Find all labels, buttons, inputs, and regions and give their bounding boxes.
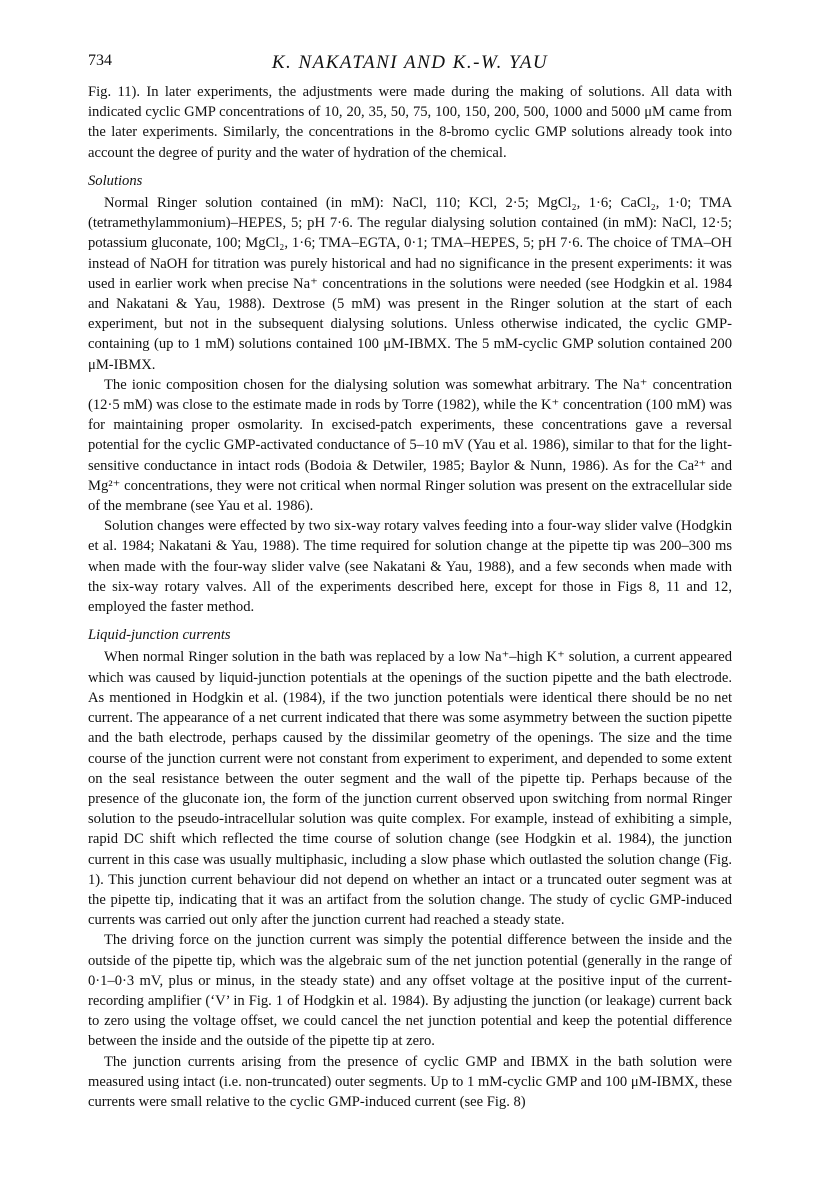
section-heading-solutions: Solutions	[88, 172, 143, 189]
paragraph-junction-1: When normal Ringer solution in the bath was replaced by a low Na⁺–high K⁺ solution, a current appeared which was caused by liquid-junction potentials at the openings of the suction pipette and the bath electrode. As mentioned in Hodgkin et al. (1984), if the two junction potentials were identical there should be no net current. The appearance of a net current indicated that there was some asymmetry between the suction pipette and the bath electrode, perhaps caused by the dissimilar geometry of the openings. The size and the time course of the junction current were not constant from experiment to experiment, and depended to some extent on the seal resistance between the outer segment and the wall of the pipette tip. Perhaps because of the presence of the gluconate ion, the form of the junction current observed upon switching from normal Ringer solution to the pseudo-intracellular solution was quite complex. For example, instead of exhibiting a simple, rapid DC shift which reflected the time course of solution change (see Hodgkin et al. 1984), the junction current in this case was usually multiphasic, including a slow phase which outlasted the solution change (Fig. 1). This junction current behaviour did not depend on whether an intact or a truncated outer segment was at the pipette tip, indicating that it was an artifact from the solution change. The study of cyclic GMP-induced currents was carried out only after the junction current had reached a steady state.	[88, 649, 732, 929]
journal-page	[88, 52, 732, 1112]
paragraph-solutions-1: Normal Ringer solution contained (in mM): NaCl, 110; KCl, 2·5; MgCl₂, 1·6; CaCl₂, 1·0; TMA (tetramethylammonium)–HEPES, 5; pH 7·6. The regular dialysing solution contained (in mM): NaCl, 12·5; potassium gluconate, 100; MgCl₂, 1·6; TMA–EGTA, 0·1; TMA–HEPES, 5; pH 7·6. The choice of TMA–OH instead of NaOH for titration was purely historical and had no significance in the present experiments: it was used in earlier work when precise Na⁺ concentrations in the solutions were needed (see Hodgkin et al. 1984 and Nakatani & Yau, 1988). Dextrose (5 mM) was present in the Ringer solution at the start of each experiment, but not in the subsequent dialysing solutions. Unless otherwise indicated, the cyclic GMP-containing (up to 1 mM) solutions contained 100 μM-IBMX. The 5 mM-cyclic GMP solution contained 200 μM-IBMX.	[88, 195, 732, 373]
paragraph-solutions-3: Solution changes were effected by two six-way rotary valves feeding into a four-way slider valve (Hodgkin et al. 1984; Nakatani & Yau, 1988). The time required for solution change at the pipette tip was 200–300 ms when made with the four-way slider valve (see Nakatani & Yau, 1988), and a few seconds when made with the six-way rotary valves. All of the experiments described here, except for those in Figs 8, 11 and 12, employed the faster method.	[88, 518, 732, 616]
paragraph-junction-3: The junction currents arising from the presence of cyclic GMP and IBMX in the bath solution were measured using intact (i.e. non-truncated) outer segments. Up to 1 mM-cyclic GMP and 100 μM-IBMX, these currents were small relative to the cyclic GMP-induced current (see Fig. 8)	[88, 1053, 732, 1110]
page-number: 734	[88, 52, 112, 69]
paragraph-solutions-2: The ionic composition chosen for the dialysing solution was somewhat arbitrary. The Na⁺ concentration (12·5 mM) was close to the estimate made in rods by Torre (1982), while the K⁺ concentration (100 mM) was for maintaining proper osmolarity. In excised-patch experiments, these concentrations gave a reversal potential for the cyclic GMP-activated conductance of 5–10 mV (Yau et al. 1986), similar to that for the light-sensitive conductance in intact rods (Bodoia & Detwiler, 1985; Baylor & Nunn, 1986). As for the Ca²⁺ and Mg²⁺ concentrations, they were not critical when normal Ringer solution was present on the extracellular side of the membrane (see Yau et al. 1986).	[88, 376, 732, 515]
page-header	[88, 52, 732, 82]
running-title: K. NAKATANI AND K.-W. YAU	[271, 52, 549, 73]
paragraph-junction-2: The driving force on the junction current was simply the potential difference between the inside and the outside of the pipette tip, which was the algebraic sum of the net junction potential (generally in the range of 0·1–0·3 mV, plus or minus, in the steady state) and any offset voltage at the positive input of the current-recording amplifier (‘V’ in Fig. 1 of Hodgkin et al. 1984). By adjusting the junction (or leakage) current back to zero using the voltage offset, we could cancel the net junction potential and keep the potential difference between the inside and the outside of the pipette tip at zero.	[88, 932, 732, 1050]
intro-paragraph: Fig. 11). In later experiments, the adjustments were made during the making of solutions. All data with indicated cyclic GMP concentrations of 10, 20, 35, 50, 75, 100, 150, 200, 500, 1000 and 5000 μM came from the later experiments. Similarly, the concentrations in the 8-bromo cyclic GMP solutions already took into account the degree of purity and the water of hydration of the chemical.	[88, 84, 732, 161]
section-heading-liquid-junction: Liquid-junction currents	[88, 627, 231, 644]
